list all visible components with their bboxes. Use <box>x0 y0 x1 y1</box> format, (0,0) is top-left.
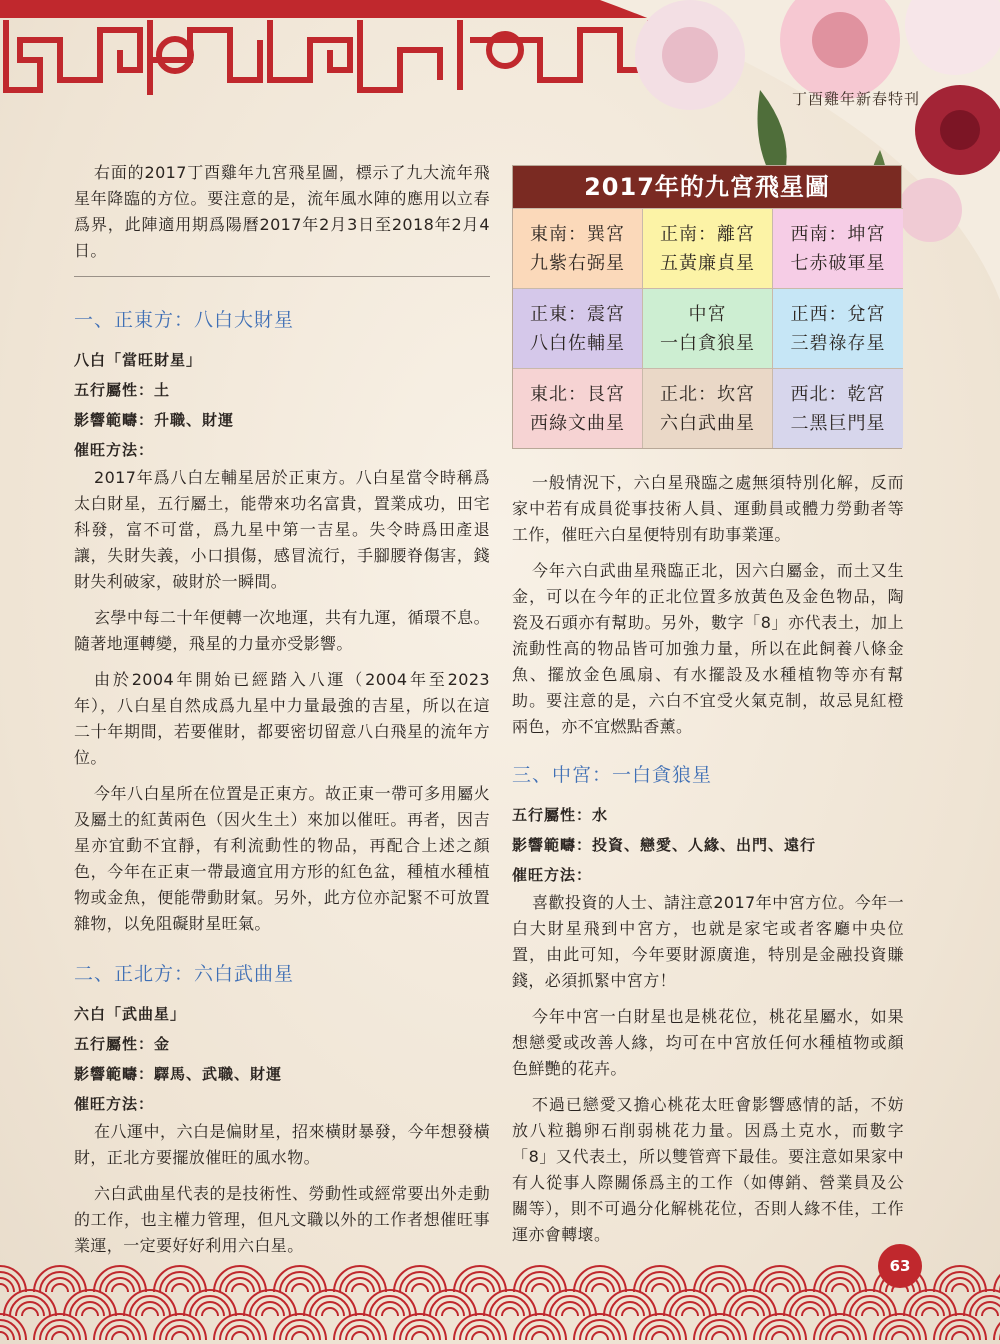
section-title: 二、正北方：六白武曲星 <box>74 963 295 985</box>
right-column <box>512 470 904 1258</box>
scope-label: 影響範疇：升職、財運 <box>74 411 235 429</box>
table-cell <box>513 288 643 368</box>
table-grid <box>513 208 901 448</box>
cell-star: 一白貪狼星 <box>660 332 755 354</box>
body-paragraph: 不過已戀愛又擔心桃花太旺會影響感情的話，不妨放八粒鵝卵石削弱桃花力量。因爲土克水，而數字「8」又代表土，所以雙管齊下最佳。要注意如果家中有人從事人際關係爲主的工作（如傳銷、營業員及公關等），則不可過分化解桃花位，否則人緣不佳，工作運亦會轉壞。 <box>512 1095 904 1244</box>
cell-star: 西綠文曲星 <box>530 412 625 434</box>
cell-star: 五黃廉貞星 <box>660 252 755 274</box>
intro-paragraph: 右面的2017丁酉雞年九宮飛星圖，標示了九大流年飛星年降臨的方位。要注意的是，流年風水陣的應用以立春爲界，此陣適用期爲陽曆2017年2月3日至2018年2月4日。 <box>74 163 490 260</box>
magazine-header-tag: 丁酉雞年新春特刊 <box>791 90 920 108</box>
cell-position: 東南：巽宮 <box>530 223 625 245</box>
body-paragraph: 喜歡投資的人士、請注意2017年中宮方位。今年一白大財星飛到中宮方，也就是家宅或者客廳中央位置，由此可知，今年要財源廣進，特別是金融投資賺錢，必須抓緊中宮方！ <box>512 893 904 990</box>
element-label: 五行屬性：水 <box>512 806 609 824</box>
cell-star: 六白武曲星 <box>660 412 755 434</box>
cell-position: 正南：離宮 <box>660 223 755 245</box>
table-cell <box>643 208 773 288</box>
star-label: 六白「武曲星」 <box>74 1005 187 1023</box>
wave-pattern-decoration <box>0 1262 1000 1344</box>
cell-position: 西南：坤宮 <box>790 223 886 245</box>
cell-position: 正東：震宮 <box>530 303 625 325</box>
body-paragraph: 今年中宮一白財星也是桃花位，桃花星屬水，如果想戀愛或改善人緣，均可在中宮放任何水種植物或顏色鮮艷的花卉。 <box>512 1007 904 1078</box>
left-column <box>74 160 490 1269</box>
table-cell <box>773 368 903 448</box>
body-paragraph: 2017年爲八白左輔星居於正東方。八白星當令時稱爲太白財星，五行屬土，能帶來功名富貴，置業成功，田宅科發，富不可當，爲九星中第一吉星。失令時爲田產退讓，失財失義，小口損傷，感冒流行，手腳腰脊傷害，錢財失利破家，破財於一瞬間。 <box>74 468 490 591</box>
cell-star: 七赤破軍星 <box>790 252 886 274</box>
body-paragraph: 今年八白星所在位置是正東方。故正東一帶可多用屬火及屬土的紅黃兩色（因火生土）來加以催旺。再者，因吉星亦宜動不宜靜，有利流動性的物品，再配合上述之顏色，今年在正東一帶最適宜用方形的紅色盆，種植水種植物或金魚，便能帶動財氣。另外，此方位亦記緊不可放置雜物，以免阻礙財星旺氣。 <box>74 784 490 933</box>
star-label: 八白「當旺財星」 <box>74 351 203 369</box>
cell-position: 中宮 <box>688 303 727 325</box>
table-title: 2017年的九宮飛星圖 <box>513 166 901 208</box>
cell-star: 九紫右弼星 <box>530 252 625 274</box>
nine-palace-star-table <box>512 165 902 449</box>
table-cell <box>773 208 903 288</box>
table-cell <box>773 288 903 368</box>
cell-position: 正北：坎宮 <box>660 383 755 405</box>
cell-position: 正西：兌宮 <box>790 303 886 325</box>
cell-star: 八白佐輔星 <box>530 332 625 354</box>
cell-position: 西北：乾宮 <box>790 383 886 405</box>
body-paragraph: 一般情況下，六白星飛臨之處無須特別化解，反而家中若有成員從事技術人員、運動員或體力勞動者等工作，催旺六白星便特別有助事業運。 <box>512 473 904 544</box>
cell-position: 東北：艮宮 <box>530 383 625 405</box>
table-cell <box>513 208 643 288</box>
element-label: 五行屬性：土 <box>74 381 171 399</box>
page-number: 63 <box>878 1244 922 1288</box>
table-cell <box>643 288 773 368</box>
table-cell <box>643 368 773 448</box>
body-paragraph: 今年六白武曲星飛臨正北，因六白屬金，而土又生金，可以在今年的正北位置多放黃色及金色物品，陶瓷及石頭亦有幫助。另外，數字「8」亦代表土，加上流動性高的物品皆可加強力量，所以在此飼養八條金魚、擺放金色風扇、有水擺設及水種植物等亦有幫助。要注意的是，六白不宜受火氣克制，故忌見紅橙兩色，亦不宜燃點香薰。 <box>512 561 904 736</box>
cell-star: 二黑巨門星 <box>790 412 886 434</box>
body-paragraph: 由於2004年開始已經踏入八運（2004年至2023年），八白星自然成爲九星中力量最強的吉星，所以在這二十年期間，若要催財，都要密切留意八白飛星的流年方位。 <box>74 670 490 767</box>
method-label: 催旺方法： <box>74 1095 155 1113</box>
method-label: 催旺方法： <box>512 866 593 884</box>
table-cell <box>513 368 643 448</box>
method-label: 催旺方法： <box>74 441 155 459</box>
body-paragraph: 玄學中每二十年便轉一次地運，共有九運，循環不息。隨著地運轉變，飛星的力量亦受影響。 <box>74 608 490 653</box>
scope-label: 影響範疇：驛馬、武職、財運 <box>74 1065 283 1083</box>
scope-label: 影響範疇：投資、戀愛、人緣、出門、遠行 <box>512 836 817 854</box>
divider <box>74 276 490 277</box>
section-title: 一、正東方：八白大財星 <box>74 309 295 331</box>
section-title: 三、中宮：一白貪狼星 <box>512 764 713 786</box>
element-label: 五行屬性：金 <box>74 1035 171 1053</box>
body-paragraph: 在八運中，六白是偏財星，招來橫財暴發，今年想發橫財，正北方要擺放催旺的風水物。 <box>74 1122 490 1167</box>
body-paragraph: 六白武曲星代表的是技術性、勞動性或經常要出外走動的工作，也主權力管理，但凡文職以外的工作者想催旺事業運，一定要好好利用六白星。 <box>74 1184 490 1255</box>
lattice-border-decoration <box>0 0 660 100</box>
cell-star: 三碧祿存星 <box>790 332 886 354</box>
